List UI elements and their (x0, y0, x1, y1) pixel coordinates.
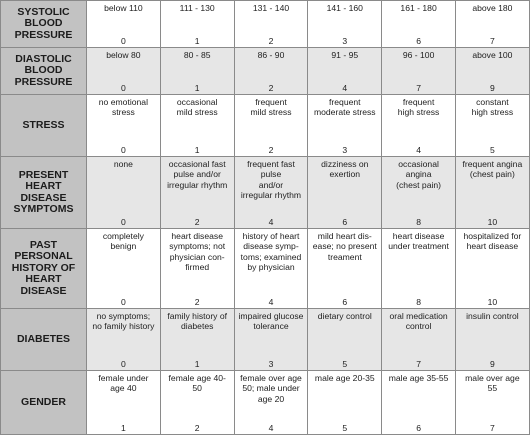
table-cell (455, 157, 529, 229)
table-cell (455, 309, 529, 371)
cell-content (308, 48, 381, 94)
cell-description: occasional fast pulse and/or irregular rhythm (167, 159, 228, 190)
cell-description: occasional mild stress (176, 97, 218, 118)
cell-description: below 80 (106, 50, 141, 60)
cell-content (308, 229, 381, 308)
cell-description: above 100 (472, 50, 513, 60)
cell-score: 6 (342, 297, 348, 307)
cell-score: 4 (268, 297, 274, 307)
table-cell (234, 157, 308, 229)
table-cell (234, 229, 308, 309)
cell-content (382, 1, 455, 47)
table-cell (87, 48, 161, 95)
cell-description: oral medication control (389, 311, 448, 332)
table-body (1, 1, 530, 435)
cell-description: female over age 50; male under age 20 (240, 373, 302, 404)
cell-content (235, 95, 308, 156)
cell-content (87, 48, 160, 94)
cell-content (382, 157, 455, 228)
cell-score: 0 (121, 297, 126, 307)
cell-score: 5 (342, 359, 348, 369)
cell-content (161, 48, 234, 94)
cell-content (382, 229, 455, 308)
row-label-history: PAST PERSONAL HISTORY OF HEART DISEASE (1, 229, 87, 309)
cell-score: 5 (342, 423, 348, 433)
table-row-diabetes (1, 309, 530, 371)
cell-content (87, 1, 160, 47)
cell-score: 4 (268, 423, 274, 433)
cell-description: frequent fast pulse and/or irregular rhythm (240, 159, 302, 201)
table-cell (87, 371, 161, 435)
table-cell (382, 229, 456, 309)
cell-score: 1 (194, 36, 200, 46)
table-row-history (1, 229, 530, 309)
table-cell (308, 157, 382, 229)
cell-content (308, 157, 381, 228)
table-cell (455, 371, 529, 435)
table-cell (382, 157, 456, 229)
table-cell (234, 371, 308, 435)
cell-score: 2 (194, 217, 200, 227)
row-label-diabetes: DIABETES (1, 309, 87, 371)
cell-score: 1 (194, 359, 200, 369)
cell-content (87, 371, 160, 434)
cell-description: 161 - 180 (400, 3, 437, 13)
cell-description: 141 - 160 (326, 3, 363, 13)
cell-score: 2 (268, 83, 274, 93)
cell-content (87, 309, 160, 370)
cell-content (235, 229, 308, 308)
table-cell (87, 1, 161, 48)
cell-score: 10 (487, 217, 498, 227)
cell-content (161, 95, 234, 156)
cell-description: insulin control (466, 311, 519, 321)
table-cell (160, 229, 234, 309)
cell-description: no symptoms; no family history (92, 311, 155, 332)
cell-score: 8 (416, 217, 421, 227)
cell-description: female under age 40 (98, 373, 149, 394)
cell-content (235, 309, 308, 370)
cell-description: impaired glucose tolerance (238, 311, 304, 332)
cell-description: 96 - 100 (402, 50, 435, 60)
cell-description: none (113, 159, 133, 169)
cell-content (308, 1, 381, 47)
cell-description: 86 - 90 (257, 50, 285, 60)
cell-score: 4 (416, 145, 421, 155)
cell-content (87, 95, 160, 156)
row-label-diastolic: DIASTOLIC BLOOD PRESSURE (1, 48, 87, 95)
cell-content (456, 157, 529, 228)
cell-description: family history of diabetes (167, 311, 228, 332)
cell-description: frequent mild stress (250, 97, 292, 118)
cell-content (382, 371, 455, 434)
cell-content (235, 48, 308, 94)
table-cell (455, 1, 529, 48)
cell-content (308, 371, 381, 434)
cell-description: female age 40- 50 (168, 373, 226, 394)
table-cell (308, 95, 382, 157)
cell-content (161, 1, 234, 47)
row-label-gender: GENDER (1, 371, 87, 435)
cell-content (161, 229, 234, 308)
table-cell (308, 48, 382, 95)
table-row-symptoms (1, 157, 530, 229)
cell-content (235, 371, 308, 434)
table-cell (234, 309, 308, 371)
cell-description: heart disease symptoms; not physician con- firmed (169, 231, 226, 273)
table-cell (382, 309, 456, 371)
cell-description: frequent moderate stress (313, 97, 376, 118)
cell-content (161, 371, 234, 434)
cell-content (456, 229, 529, 308)
cell-content (456, 309, 529, 370)
cell-score: 0 (121, 36, 126, 46)
cell-score: 6 (416, 36, 421, 46)
cell-score: 1 (194, 83, 200, 93)
cell-description: 91 - 95 (331, 50, 359, 60)
cell-description: frequent angina (chest pain) (462, 159, 523, 180)
cell-description: heart disease under treatment (388, 231, 449, 252)
cell-score: 9 (489, 359, 495, 369)
table-cell (234, 95, 308, 157)
cell-content (87, 229, 160, 308)
table-cell (308, 371, 382, 435)
cell-content (456, 95, 529, 156)
cell-score: 0 (121, 145, 126, 155)
table-cell (308, 309, 382, 371)
cell-score: 6 (416, 423, 421, 433)
table-cell (382, 95, 456, 157)
cell-description: 131 - 140 (252, 3, 290, 13)
cell-description: mild heart dis- ease; no present treament (312, 231, 377, 262)
cell-content (161, 309, 234, 370)
table-cell (382, 371, 456, 435)
table-row-diastolic (1, 48, 530, 95)
cell-description: occasional angina (chest pain) (396, 159, 442, 190)
table-cell (160, 95, 234, 157)
table-cell (160, 309, 234, 371)
cell-score: 2 (194, 297, 200, 307)
cell-score: 4 (268, 217, 274, 227)
table-row-stress (1, 95, 530, 157)
row-label-systolic: SYSTOLIC BLOOD PRESSURE (1, 1, 87, 48)
cell-description: no emotional stress (98, 97, 148, 118)
table-row-systolic (1, 1, 530, 48)
cell-score: 0 (121, 217, 126, 227)
table-cell (308, 229, 382, 309)
cell-score: 1 (194, 145, 200, 155)
row-label-symptoms: PRESENT HEART DISEASE SYMPTOMS (1, 157, 87, 229)
cell-content (308, 95, 381, 156)
table-cell (87, 95, 161, 157)
cell-description: dietary control (317, 311, 372, 321)
cell-score: 4 (342, 83, 348, 93)
cell-score: 2 (268, 145, 274, 155)
cell-description: above 180 (472, 3, 513, 13)
table-cell (160, 48, 234, 95)
cell-score: 9 (489, 83, 495, 93)
table-cell (160, 157, 234, 229)
cell-score: 3 (342, 145, 348, 155)
table-cell (234, 48, 308, 95)
cell-content (161, 157, 234, 228)
table-cell (160, 1, 234, 48)
cell-score: 7 (489, 36, 495, 46)
table-cell (234, 1, 308, 48)
cell-score: 3 (268, 359, 274, 369)
cell-description: male over age 55 (465, 373, 520, 394)
cell-content (235, 1, 308, 47)
table-cell (160, 371, 234, 435)
cell-score: 8 (416, 297, 421, 307)
cell-description: hospitalized for heart disease (463, 231, 522, 252)
cell-score: 2 (268, 36, 274, 46)
cell-content (235, 157, 308, 228)
cell-score: 6 (342, 217, 348, 227)
table-cell (455, 95, 529, 157)
cell-content (456, 1, 529, 47)
table-cell (455, 229, 529, 309)
cell-score: 0 (121, 359, 126, 369)
cell-score: 7 (489, 423, 495, 433)
table-cell (382, 48, 456, 95)
cell-score: 0 (121, 83, 126, 93)
cell-score: 10 (487, 297, 498, 307)
table-cell (308, 1, 382, 48)
cell-content (456, 48, 529, 94)
cell-score: 5 (489, 145, 495, 155)
cell-description: frequent high stress (397, 97, 440, 118)
table-cell (87, 309, 161, 371)
cell-content (382, 95, 455, 156)
cell-description: dizziness on exertion (321, 159, 369, 180)
cell-description: 80 - 85 (183, 50, 211, 60)
cell-score: 7 (416, 83, 421, 93)
cell-score: 1 (121, 423, 126, 433)
cell-description: male age 35-55 (388, 373, 449, 383)
cell-description: male age 20-35 (314, 373, 375, 383)
cell-content (382, 48, 455, 94)
cell-content (456, 371, 529, 434)
table-cell (382, 1, 456, 48)
cell-score: 3 (342, 36, 348, 46)
cell-content (382, 309, 455, 370)
table-row-gender (1, 371, 530, 435)
cell-content (308, 309, 381, 370)
cell-description: 111 - 130 (179, 3, 215, 13)
cell-description: history of heart disease symp- toms; examined by physician (240, 231, 302, 273)
table-cell (87, 157, 161, 229)
cell-score: 2 (194, 423, 200, 433)
cell-description: below 110 (104, 3, 143, 13)
cell-description: constant high stress (471, 97, 514, 118)
cell-description: completely benign (102, 231, 144, 252)
cell-score: 7 (416, 359, 421, 369)
table-cell (455, 48, 529, 95)
cell-content (87, 157, 160, 228)
table-cell (87, 229, 161, 309)
row-label-stress: STRESS (1, 95, 87, 157)
